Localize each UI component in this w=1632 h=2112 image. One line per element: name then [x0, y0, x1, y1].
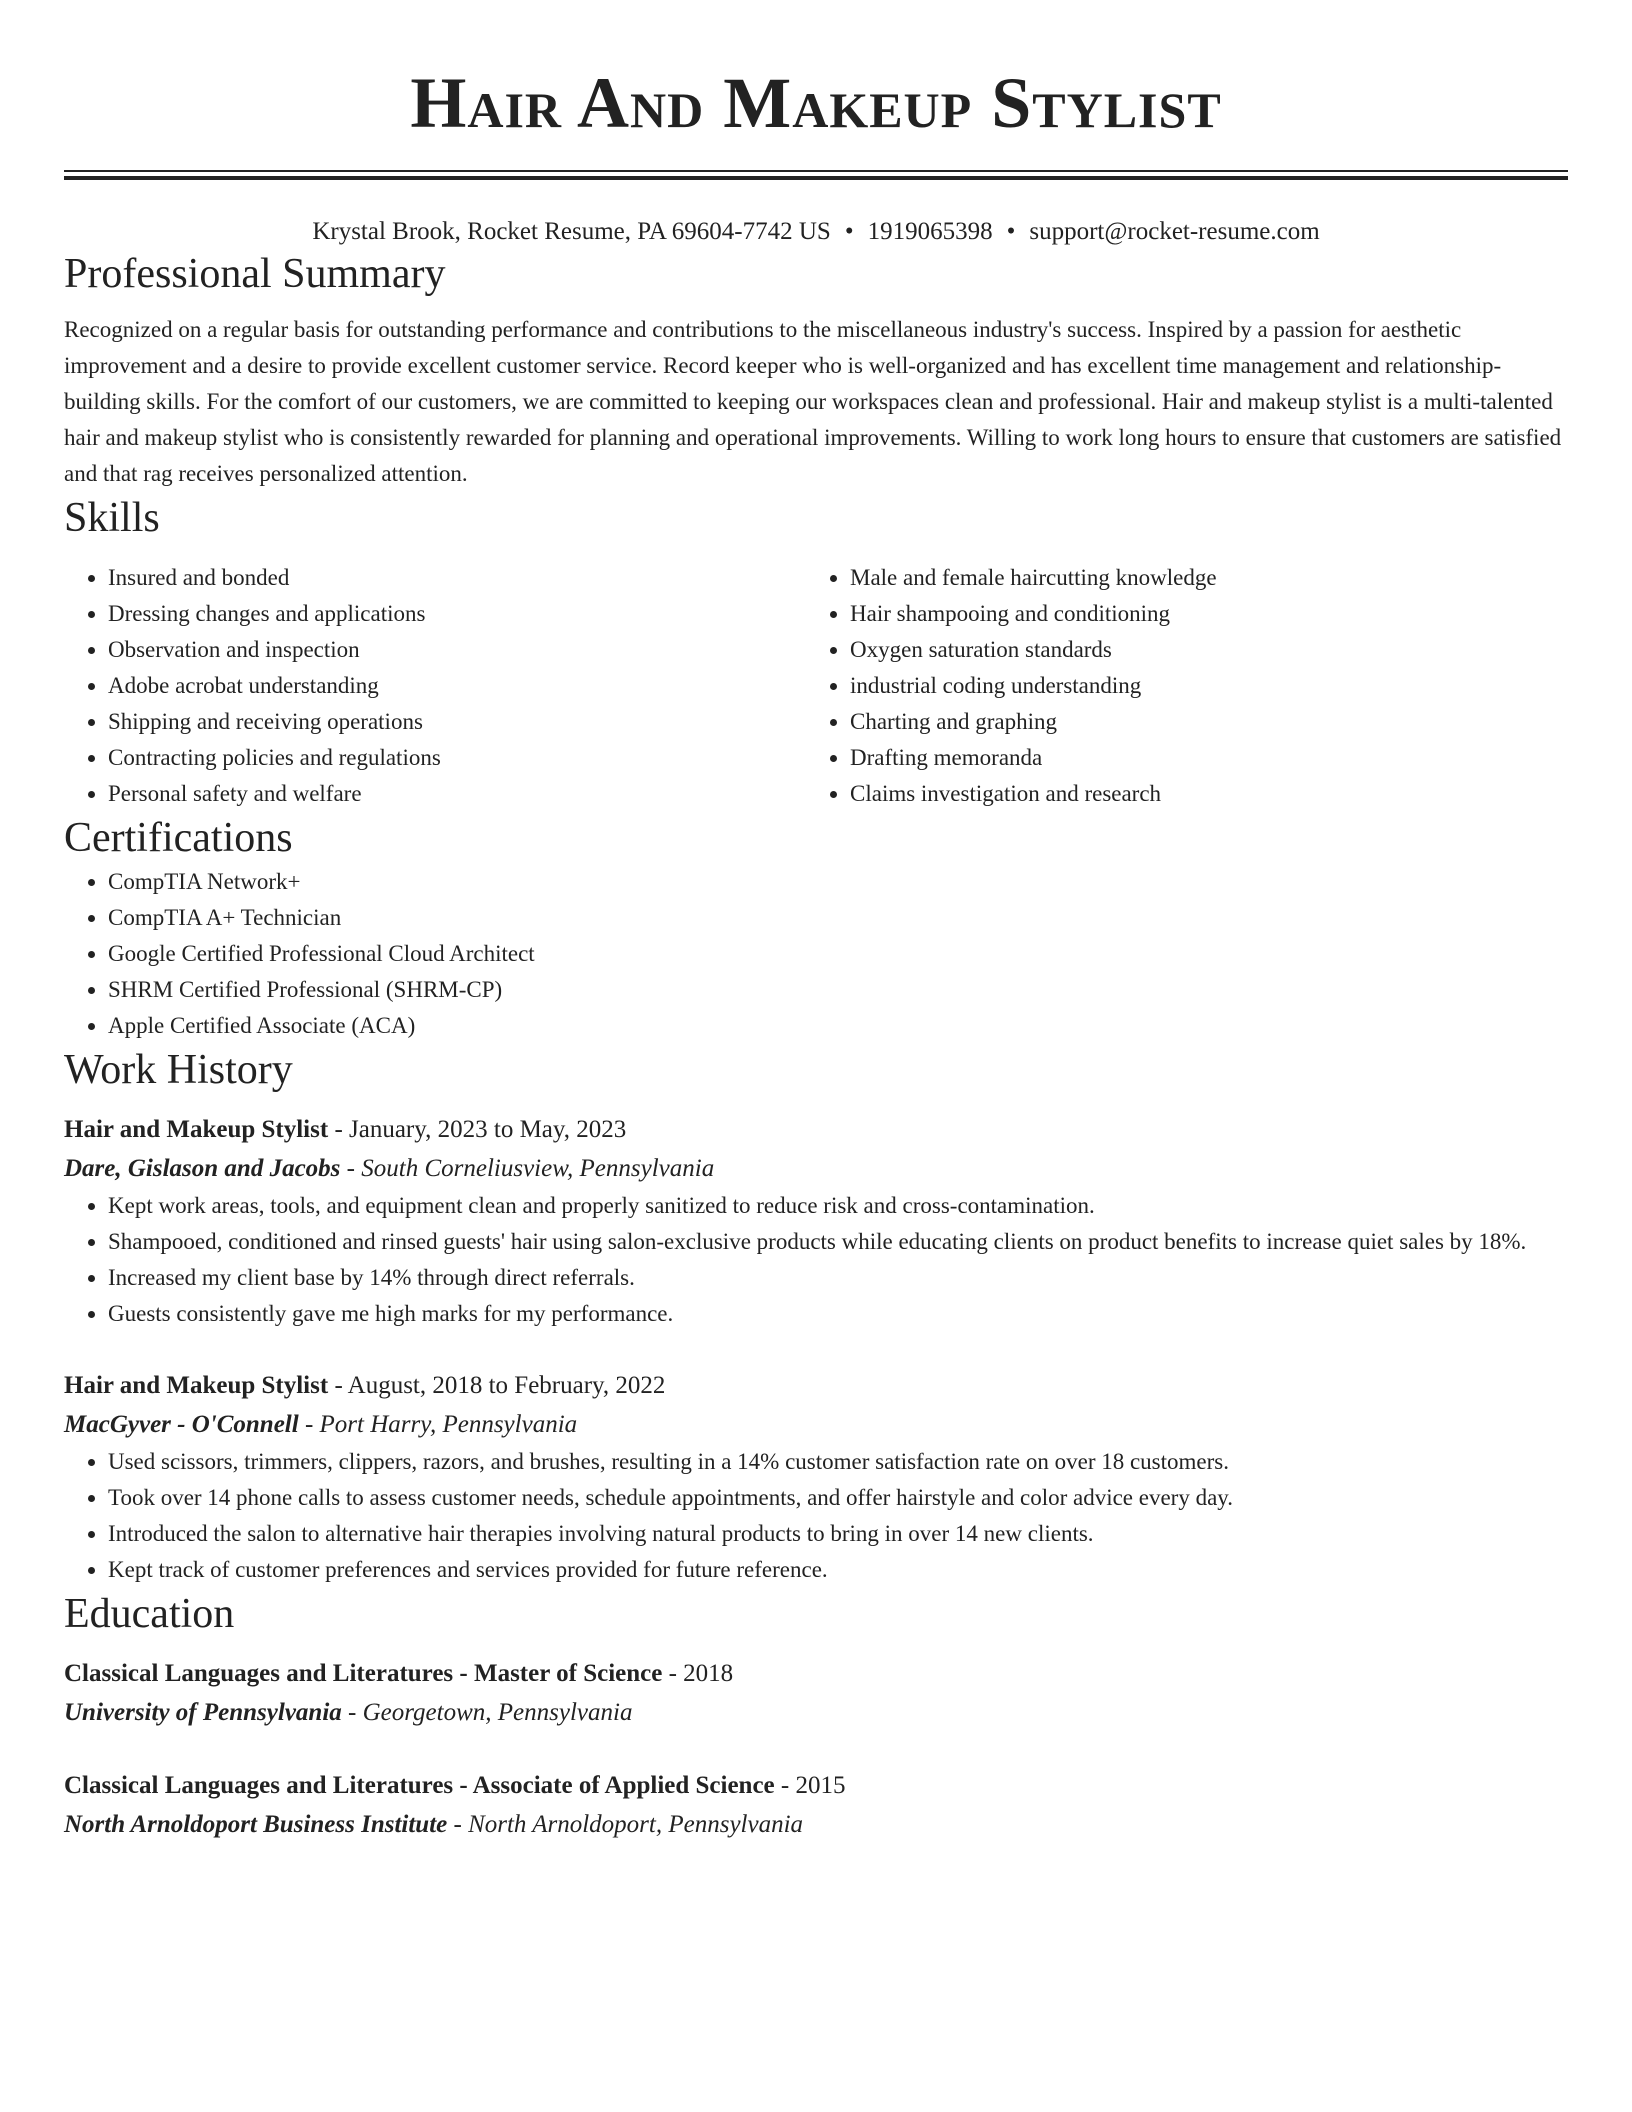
job-company-line: [64, 1150, 1568, 1188]
job-bullet: • Increased my client base by 14% through direct referrals.: [108, 1260, 1568, 1296]
skill-item: • Drafting memoranda: [850, 740, 1548, 776]
certification-item: • Apple Certified Associate (ACA): [108, 1008, 1568, 1044]
skills-column-right: [806, 560, 1548, 812]
job-bullet: • Kept track of customer preferences and services provided for future reference.: [108, 1552, 1568, 1588]
job-dates: - January, 2023 to May, 2023: [328, 1116, 627, 1143]
contact-separator: •: [844, 218, 854, 245]
job-company: Dare, Gislason and Jacobs: [64, 1155, 341, 1182]
contact-phone: 1919065398: [867, 218, 993, 245]
summary-section: [64, 248, 1568, 492]
job-bullets: [64, 1188, 1568, 1332]
education-entry: [64, 1766, 1568, 1844]
skill-item: • industrial coding understanding: [850, 668, 1548, 704]
skill-item: • Contracting policies and regulations: [108, 740, 806, 776]
job-location: - Port Harry, Pennsylvania: [298, 1411, 578, 1438]
contact-email: support@rocket-resume.com: [1029, 218, 1320, 245]
certification-item: • CompTIA Network+: [108, 864, 1568, 900]
contact-address: Krystal Brook, Rocket Resume, PA 69604-7742 US: [312, 218, 831, 245]
skill-item: • Hair shampooing and conditioning: [850, 596, 1548, 632]
skill-item: • Claims investigation and research: [850, 776, 1548, 812]
job-title-line: [64, 1366, 1568, 1406]
skill-item: • Charting and graphing: [850, 704, 1548, 740]
certification-item: • Google Certified Professional Cloud Architect: [108, 936, 1568, 972]
education-degree: Classical Languages and Literatures - Associate of Applied Science: [64, 1772, 775, 1799]
education-section: [64, 1588, 1568, 1844]
skill-item: • Observation and inspection: [108, 632, 806, 668]
education-location: - Georgetown, Pennsylvania: [341, 1699, 633, 1726]
certifications-section: [64, 812, 1568, 1044]
work-history-section: [64, 1044, 1568, 1588]
job-bullet: • Shampooed, conditioned and rinsed guests' hair using salon-exclusive products while educating clients on product benefits to increase quiet sales by 18%.: [108, 1224, 1568, 1260]
job-bullet: • Introduced the salon to alternative hair therapies involving natural products to bring in over 14 new clients.: [108, 1516, 1568, 1552]
job-company-line: [64, 1406, 1568, 1444]
certifications-heading: Certifications: [64, 815, 293, 861]
education-entry: [64, 1654, 1568, 1732]
education-degree-line: [64, 1766, 1568, 1806]
contact-separator: •: [1006, 218, 1016, 245]
education-school-line: [64, 1806, 1568, 1844]
resume-name-heading: Hair And Makeup Stylist: [410, 63, 1222, 143]
skills-list-left: [64, 560, 806, 812]
skills-columns: [64, 560, 1568, 812]
skill-item: • Oxygen saturation standards: [850, 632, 1548, 668]
job-company: MacGyver - O'Connell: [64, 1411, 299, 1438]
skills-section: [64, 492, 1568, 812]
skill-item: • Male and female haircutting knowledge: [850, 560, 1548, 596]
job-bullet: • Used scissors, trimmers, clippers, razors, and brushes, resulting in a 14% customer satisfaction rate on over 18 customers.: [108, 1444, 1568, 1480]
skills-list-right: [806, 560, 1548, 812]
skill-item: • Shipping and receiving operations: [108, 704, 806, 740]
certification-item: • SHRM Certified Professional (SHRM-CP): [108, 972, 1568, 1008]
skill-item: • Personal safety and welfare: [108, 776, 806, 812]
skill-item: • Insured and bonded: [108, 560, 806, 596]
job-entry: [64, 1366, 1568, 1588]
job-entry: [64, 1110, 1568, 1332]
job-location: - South Corneliusview, Pennsylvania: [340, 1155, 715, 1182]
education-year: - 2015: [774, 1772, 846, 1799]
work-history-heading: Work History: [64, 1047, 293, 1093]
education-school: University of Pennsylvania: [64, 1699, 342, 1726]
skills-heading: Skills: [64, 495, 160, 541]
job-bullet: • Kept work areas, tools, and equipment clean and properly sanitized to reduce risk and cross-contamination.: [108, 1188, 1568, 1224]
certifications-list: [64, 864, 1568, 1044]
header-double-rule: [64, 170, 1568, 180]
job-bullet: • Took over 14 phone calls to assess customer needs, schedule appointments, and offer hairstyle and color advice every day.: [108, 1480, 1568, 1516]
education-degree-line: [64, 1654, 1568, 1694]
certification-item: • CompTIA A+ Technician: [108, 900, 1568, 936]
job-role: Hair and Makeup Stylist: [64, 1372, 329, 1399]
education-school: North Arnoldoport Business Institute: [64, 1811, 448, 1838]
job-title-line: [64, 1110, 1568, 1150]
education-year: - 2018: [662, 1660, 734, 1687]
education-heading: Education: [64, 1591, 235, 1637]
job-bullets: [64, 1444, 1568, 1588]
education-school-line: [64, 1694, 1568, 1732]
skill-item: • Adobe acrobat understanding: [108, 668, 806, 704]
job-dates: - August, 2018 to February, 2022: [328, 1372, 666, 1399]
skill-item: • Dressing changes and applications: [108, 596, 806, 632]
contact-line: [64, 216, 1568, 248]
summary-text: Recognized on a regular basis for outstanding performance and contributions to the miscellaneous industry's success. Inspired by a passion for aesthetic improvement and a desire to provide excellent customer service. Record keeper who is well-organized and has excellent time management and relationship-building skills. For the comfort of our customers, we are committed to keeping our workspaces clean and professional. Hair and makeup stylist is a multi-talented hair and makeup stylist who is consistently rewarded for planning and operational improvements. Willing to work long hours to ensure that customers are satisfied and that rag receives personalized attention.: [64, 317, 1562, 486]
job-bullet: • Guests consistently gave me high marks for my performance.: [108, 1296, 1568, 1332]
education-degree: Classical Languages and Literatures - Master of Science: [64, 1660, 663, 1687]
job-role: Hair and Makeup Stylist: [64, 1116, 329, 1143]
skills-column-left: [64, 560, 806, 812]
education-location: - North Arnoldoport, Pennsylvania: [447, 1811, 804, 1838]
summary-heading: Professional Summary: [64, 251, 446, 297]
